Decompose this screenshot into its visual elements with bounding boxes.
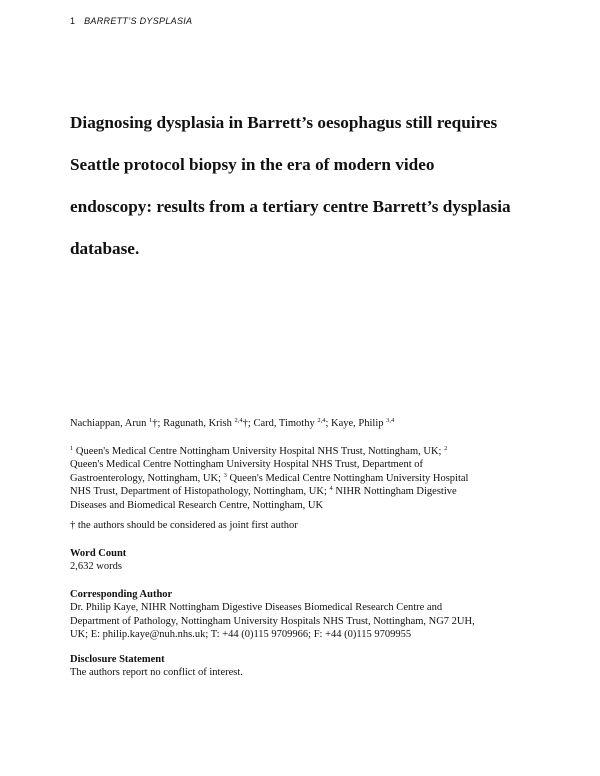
corresponding-author-line: UK; E: philip.kaye@nuh.nhs.uk; T: +44 (0)115 9709966; F: +44 (0)115 9709955 xyxy=(70,629,412,641)
page-number: 1 xyxy=(70,16,76,26)
author-text: Nachiappan, Arun xyxy=(70,418,150,429)
joint-author-note: † the authors should be considered as joint first author xyxy=(70,520,298,531)
affiliation-superscript: 2,4 xyxy=(317,417,326,424)
affiliation-line xyxy=(70,445,530,458)
word-count-section xyxy=(70,547,126,574)
affiliation-superscript: 4 xyxy=(329,485,333,493)
affiliation-line: Diseases and Biomedical Research Centre, Nottingham, UK xyxy=(70,499,324,511)
corresponding-author-line: Dr. Philip Kaye, NIHR Nottingham Digestive Diseases Biomedical Research Centre and xyxy=(70,602,443,614)
affiliation-superscript: 1 xyxy=(149,417,153,424)
title-line: Seattle protocol biopsy in the era of modern video xyxy=(70,155,435,174)
corresponding-author-heading: Corresponding Author xyxy=(70,589,173,600)
author-list xyxy=(70,418,394,429)
affiliation-text: Gastroenterology, Nottingham, UK; xyxy=(70,472,224,484)
affiliations xyxy=(70,445,530,512)
affiliation-line xyxy=(70,472,530,485)
author-text: †; Ragunath, Krish xyxy=(152,418,235,429)
word-count-value: 2,632 words xyxy=(70,561,122,573)
affiliation-superscript: 3,4 xyxy=(386,417,395,424)
running-header xyxy=(70,16,192,26)
paper-title xyxy=(70,102,550,270)
title-line: Diagnosing dysplasia in Barrett’s oesophagus still requires xyxy=(70,113,498,132)
affiliation-text: NHS Trust, Department of Histopathology, Nottingham, UK; xyxy=(70,486,330,498)
disclosure-text: The authors report no conflict of interest. xyxy=(70,667,243,679)
affiliation-superscript: 2,4 xyxy=(234,417,243,424)
corresponding-author-section xyxy=(70,588,475,642)
affiliation-superscript: 3 xyxy=(223,471,227,479)
corresponding-author-line: Department of Pathology, Nottingham University Hospitals NHS Trust, Nottingham, NG7 2UH, xyxy=(70,615,475,627)
affiliation-superscript: 2 xyxy=(444,445,448,452)
affiliation-text: NIHR Nottingham Digestive xyxy=(332,486,457,498)
affiliation-text: Queen's Medical Centre Nottingham University Hospital NHS Trust, Nottingham, UK; xyxy=(73,446,445,457)
affiliation-text: Queen's Medical Centre Nottingham University Hospital xyxy=(226,472,469,484)
affiliation-superscript: 1 xyxy=(70,445,74,452)
author-text: †; Card, Timothy xyxy=(242,418,318,429)
affiliation-line: Queen's Medical Centre Nottingham University Hospital NHS Trust, Department of xyxy=(70,459,424,471)
running-title: BARRETT’S DYSPLASIA xyxy=(84,16,193,26)
title-line: endoscopy: results from a tertiary centre Barrett’s dysplasia xyxy=(70,197,511,216)
title-line: database. xyxy=(70,239,140,258)
word-count-heading: Word Count xyxy=(70,548,127,559)
affiliation-line xyxy=(70,485,530,498)
disclosure-heading: Disclosure Statement xyxy=(70,654,165,665)
disclosure-section xyxy=(70,653,243,680)
author-text: ; Kaye, Philip xyxy=(325,418,387,429)
